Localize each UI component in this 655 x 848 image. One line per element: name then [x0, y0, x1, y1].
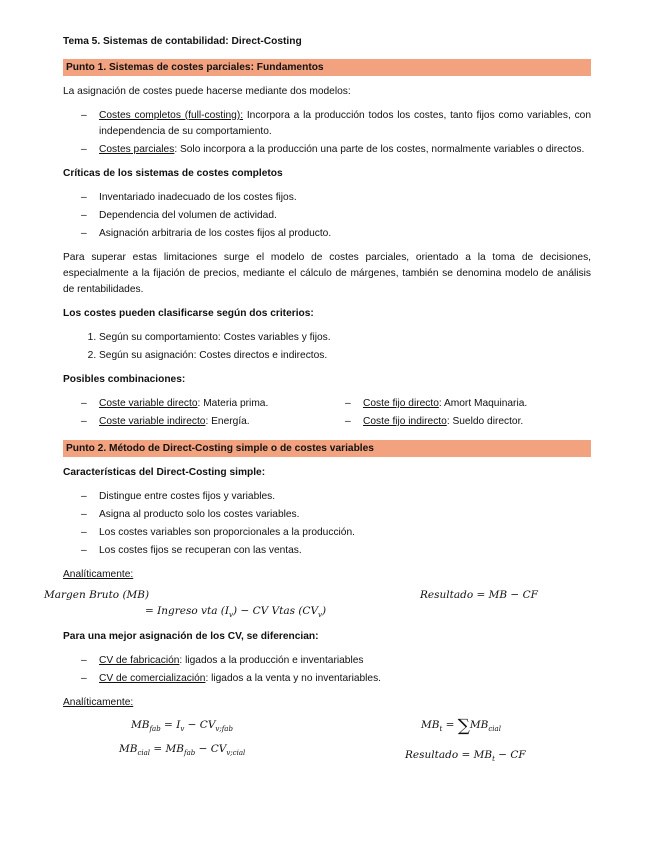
list-item	[63, 396, 327, 412]
model-text: Incorpora a la producción todos los costes, tanto fijos como variables, con independencia de su comportamiento.	[99, 110, 591, 137]
document-page	[44, 34, 591, 765]
list-item	[63, 671, 591, 687]
analiticamente-label-2: Analíticamente:	[63, 697, 134, 708]
combo-text: : Sueldo director.	[446, 416, 524, 427]
section-2-heading: Punto 2. Método de Direct-Costing simple o de costes variables	[63, 440, 591, 457]
formula-mb-line2: = Ingreso vta $(I_v)$ − CV Vtas $(CV_v)$	[145, 605, 327, 620]
model-term: Costes completos (full-costing):	[99, 110, 244, 121]
combo-text: : Energía.	[205, 416, 250, 427]
section-1-intro: La asignación de costes puede hacerse mediante dos modelos:	[63, 86, 351, 97]
combo-text: : Amort Maquinaria.	[438, 398, 528, 409]
cv-term: CV de fabricación	[99, 655, 180, 666]
cv-term: CV de comercialización	[99, 673, 206, 684]
cv-text: : ligados a la venta y no inventariables.	[205, 673, 382, 684]
formula-block-2	[63, 715, 591, 765]
formula-resultado-2: Resultado = $MB_t$ − CF	[405, 749, 526, 764]
combinaciones-right	[327, 396, 591, 432]
list-item	[327, 396, 591, 412]
list-item: – Los costes fijos se recuperan con las ventas.	[63, 543, 591, 559]
cv-text: : ligados a la producción e inventariables	[179, 655, 364, 666]
list-item: – Asigna al producto solo los costes variables.	[63, 507, 591, 523]
model-term: Costes parciales	[99, 144, 175, 155]
formula-mbcial: $MB_{cial} = MB_{fab} - CV_{v;cial}$	[119, 743, 246, 758]
cv-heading: Para una mejor asignación de los CV, se diferencian:	[63, 631, 319, 642]
criterios-list	[63, 330, 591, 364]
analiticamente-label: Analíticamente:	[63, 569, 134, 580]
list-item	[63, 108, 591, 140]
list-item: – Inventariado inadecuado de los costes fijos.	[63, 190, 591, 206]
criticas-heading: Críticas de los sistemas de costes completos	[63, 168, 283, 179]
combo-term: Coste variable directo	[99, 398, 198, 409]
criterios-heading: Los costes pueden clasificarse según dos criterios:	[63, 308, 314, 319]
combo-term: Coste variable indirecto	[99, 416, 206, 427]
list-item: – Dependencia del volumen de actividad.	[63, 208, 591, 224]
list-item	[63, 653, 591, 669]
model-text: : Solo incorpora a la producción una parte de los costes, normalmente variables o directos.	[174, 144, 585, 155]
combo-text: : Materia prima.	[197, 398, 269, 409]
models-list	[63, 108, 591, 158]
list-item	[327, 414, 591, 430]
cv-types-list	[63, 653, 591, 687]
parcial-paragraph: Para superar estas limitaciones surge el modelo de costes parciales, orientado a la toma de decisiones, especialmente a la fijación de precios, mediante el cálculo de márgenes, también se denomina modelo de análisis de rentabilidades.	[63, 252, 591, 295]
list-item: – Asignación arbitraria de los costes fijos al producto.	[63, 226, 591, 242]
caracteristicas-heading: Características del Direct-Costing simple:	[63, 467, 266, 478]
section-1-heading: Punto 1. Sistemas de costes parciales: Fundamentos	[63, 59, 591, 76]
combo-term: Coste fijo indirecto	[363, 416, 447, 427]
document-title: Tema 5. Sistemas de contabilidad: Direct-Costing	[63, 36, 302, 47]
list-item: – Distingue entre costes fijos y variables.	[63, 489, 591, 505]
combo-term: Coste fijo directo	[363, 398, 439, 409]
combinaciones-heading: Posibles combinaciones:	[63, 374, 186, 385]
formula-resultado: Resultado = MB − CF	[420, 589, 538, 601]
caracteristicas-list	[63, 489, 591, 559]
list-item: 2. Según su asignación: Costes directos e indirectos.	[99, 348, 591, 364]
criticas-list	[63, 190, 591, 242]
formula-mbfab: $MB_{fab} = I_v - CV_{v;fab}$	[131, 719, 233, 734]
formula-mbt: $MB_t = \sum MB_{cial}$	[421, 716, 501, 736]
combinaciones-left	[63, 396, 327, 432]
list-item	[63, 414, 327, 430]
combinaciones-grid	[63, 396, 591, 432]
formula-block-1	[44, 587, 591, 621]
formula-mb-line1: Margen Bruto (MB)	[44, 589, 150, 601]
list-item: – Los costes variables son proporcionales a la producción.	[63, 525, 591, 541]
list-item	[63, 142, 591, 158]
list-item: 1. Según su comportamiento: Costes variables y fijos.	[99, 330, 591, 346]
